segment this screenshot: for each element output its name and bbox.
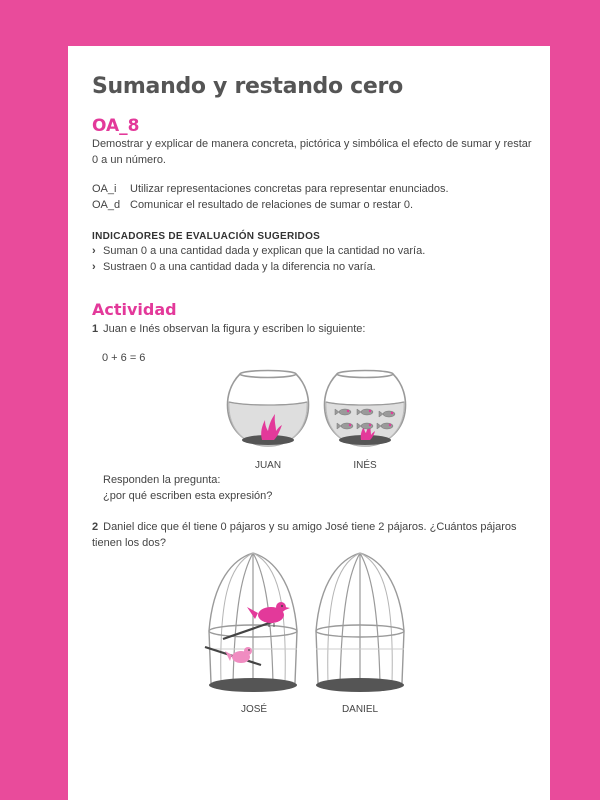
label-jose: JOSÉ <box>240 704 268 715</box>
indicator-code: OA_i <box>92 183 117 195</box>
question-number: 2 <box>92 521 99 533</box>
question-2 <box>92 519 532 551</box>
prompt-line-2: ¿por qué escriben esta expresión? <box>103 490 273 502</box>
birdcage-daniel-illustration <box>310 551 410 696</box>
prompt-line-1: Responden la pregunta: <box>103 474 221 486</box>
label-ines: INÉS <box>353 460 377 471</box>
oa-code: OA_8 <box>92 116 140 136</box>
indicator-code: OA_d <box>92 199 121 211</box>
indicator-row <box>92 181 449 197</box>
question-text: Daniel dice que él tiene 0 pájaros y su amigo José tiene 2 pájaros. ¿Cuántos pájaros tienen los dos? <box>92 521 517 549</box>
question-number: 1 <box>92 323 99 335</box>
evaluation-item: › Suman 0 a una cantidad dada y explican que la cantidad no varía. <box>92 245 426 257</box>
label-daniel: DANIEL <box>341 704 379 715</box>
worksheet-page <box>68 46 550 800</box>
evaluation-heading: INDICADORES DE EVALUACIÓN SUGERIDOS <box>92 231 321 242</box>
indicator-row <box>92 197 413 213</box>
page-title: Sumando y restando cero <box>92 74 403 99</box>
label-juan: JUAN <box>254 460 282 471</box>
oa-description: Demostrar y explicar de manera concreta, pictórica y simbólica el efecto de sumar y restar 0 a un número. <box>92 138 532 166</box>
birdcage-jose-illustration <box>203 551 303 696</box>
question-text: Juan e Inés observan la figura y escriben lo siguiente: <box>103 323 366 335</box>
evaluation-item: › Sustraen 0 a una cantidad dada y la diferencia no varía. <box>92 261 376 273</box>
chevron-right-icon: › <box>92 261 96 273</box>
question-1 <box>92 321 365 337</box>
fishbowl-juan-illustration <box>226 368 310 452</box>
activity-heading: Actividad <box>92 300 177 319</box>
expression: 0 + 6 = 6 <box>102 352 146 364</box>
indicator-text: Comunicar el resultado de relaciones de sumar o restar 0. <box>130 199 414 211</box>
fishbowl-ines-illustration <box>323 368 407 452</box>
chevron-right-icon: › <box>92 245 96 257</box>
indicator-text: Utilizar representaciones concretas para representar enunciados. <box>130 183 449 195</box>
